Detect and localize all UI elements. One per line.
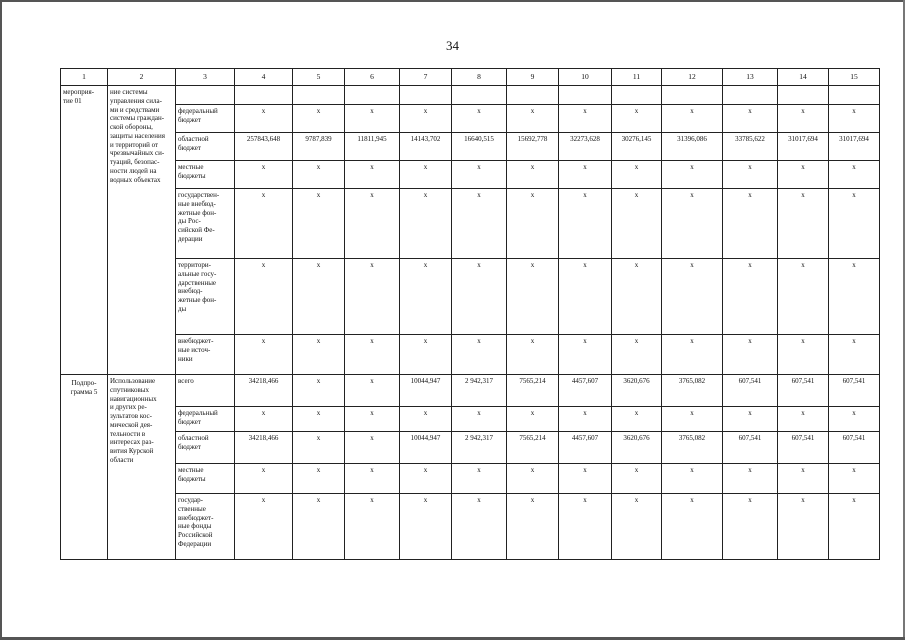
scan-edge-top xyxy=(0,0,905,2)
amount-cell: x xyxy=(507,335,559,375)
table-row xyxy=(61,133,880,161)
amount-cell: x xyxy=(452,189,507,259)
scan-edge-left xyxy=(0,0,2,640)
amount-cell: x xyxy=(235,335,293,375)
amount-cell: 30276,145 xyxy=(612,133,662,161)
amount-cell: x xyxy=(559,407,612,432)
amount-cell: x xyxy=(723,189,778,259)
funding-source-cell: местные бюджеты xyxy=(176,161,235,189)
amount-cell: x xyxy=(662,335,723,375)
column-number-13: 13 xyxy=(723,69,778,86)
amount-cell: x xyxy=(507,259,559,335)
amount-cell: 3765,082 xyxy=(662,375,723,407)
amount-cell: x xyxy=(612,335,662,375)
amount-cell: x xyxy=(400,464,452,494)
table-row xyxy=(61,189,880,259)
amount-cell: 31017,694 xyxy=(829,133,880,161)
amount-cell: x xyxy=(559,189,612,259)
column-number-8: 8 xyxy=(452,69,507,86)
amount-cell: x xyxy=(235,464,293,494)
amount-cell: x xyxy=(452,259,507,335)
amount-cell: 607,541 xyxy=(778,375,829,407)
column-number-10: 10 xyxy=(559,69,612,86)
amount-cell xyxy=(829,86,880,105)
amount-cell: 34218,466 xyxy=(235,432,293,464)
column-number-6: 6 xyxy=(345,69,400,86)
funding-source-cell: государ- ственные внебюджет- ные фонды Российской Федерации xyxy=(176,494,235,560)
amount-cell: 7565,214 xyxy=(507,432,559,464)
amount-cell: x xyxy=(400,335,452,375)
amount-cell: 14143,702 xyxy=(400,133,452,161)
amount-cell: 3620,676 xyxy=(612,375,662,407)
funding-source-cell: федеральный бюджет xyxy=(176,407,235,432)
amount-cell: x xyxy=(829,105,880,133)
table-row xyxy=(61,494,880,560)
amount-cell xyxy=(345,86,400,105)
budget-table xyxy=(60,68,880,560)
amount-cell: x xyxy=(507,464,559,494)
amount-cell: x xyxy=(662,494,723,560)
column-number-11: 11 xyxy=(612,69,662,86)
amount-cell: x xyxy=(293,494,345,560)
amount-cell: x xyxy=(723,161,778,189)
amount-cell: 257843,648 xyxy=(235,133,293,161)
amount-cell: x xyxy=(400,161,452,189)
table-row xyxy=(61,432,880,464)
amount-cell: x xyxy=(345,335,400,375)
amount-cell: x xyxy=(662,464,723,494)
amount-cell: x xyxy=(452,105,507,133)
amount-cell: x xyxy=(829,464,880,494)
amount-cell: x xyxy=(662,407,723,432)
amount-cell: x xyxy=(778,189,829,259)
amount-cell xyxy=(559,86,612,105)
column-number-12: 12 xyxy=(662,69,723,86)
amount-cell: x xyxy=(662,161,723,189)
program-status-cell: мероприя- тие 01 xyxy=(61,86,108,375)
amount-cell: x xyxy=(452,464,507,494)
amount-cell: x xyxy=(235,259,293,335)
budget-table-body xyxy=(61,69,880,560)
table-row xyxy=(61,105,880,133)
funding-source-cell: областной бюджет xyxy=(176,133,235,161)
amount-cell xyxy=(235,86,293,105)
funding-source-cell: территори- альные госу- дарственные внебюд- жетные фон- ды xyxy=(176,259,235,335)
amount-cell: x xyxy=(452,335,507,375)
amount-cell: 7565,214 xyxy=(507,375,559,407)
amount-cell xyxy=(612,86,662,105)
amount-cell: 2 942,317 xyxy=(452,432,507,464)
amount-cell: x xyxy=(293,259,345,335)
amount-cell: 31017,694 xyxy=(778,133,829,161)
amount-cell: 10044,947 xyxy=(400,375,452,407)
amount-cell: 16640,515 xyxy=(452,133,507,161)
program-status-cell: Подпро- грамма 5 xyxy=(61,375,108,560)
amount-cell: x xyxy=(612,259,662,335)
column-number-row xyxy=(61,69,880,86)
amount-cell: x xyxy=(829,161,880,189)
funding-source-cell: всего xyxy=(176,375,235,407)
amount-cell: 607,541 xyxy=(778,432,829,464)
amount-cell: x xyxy=(293,464,345,494)
amount-cell: 34218,466 xyxy=(235,375,293,407)
amount-cell: x xyxy=(612,494,662,560)
amount-cell: x xyxy=(400,494,452,560)
amount-cell: x xyxy=(778,494,829,560)
amount-cell: x xyxy=(235,189,293,259)
amount-cell: x xyxy=(345,105,400,133)
amount-cell: 11811,945 xyxy=(345,133,400,161)
column-number-5: 5 xyxy=(293,69,345,86)
amount-cell: 4457,607 xyxy=(559,432,612,464)
amount-cell: x xyxy=(829,407,880,432)
amount-cell: x xyxy=(829,494,880,560)
amount-cell: x xyxy=(559,105,612,133)
amount-cell: x xyxy=(559,494,612,560)
amount-cell: x xyxy=(559,161,612,189)
table-row xyxy=(61,259,880,335)
program-name-cell: Использование спутниковых навигационных и других ре- зультатов кос- мической дея- тельности в интересах раз- вития Курской области xyxy=(108,375,176,560)
amount-cell: 15692,778 xyxy=(507,133,559,161)
amount-cell: x xyxy=(612,105,662,133)
amount-cell: 607,541 xyxy=(723,432,778,464)
amount-cell xyxy=(400,86,452,105)
amount-cell: x xyxy=(507,189,559,259)
amount-cell: x xyxy=(612,161,662,189)
amount-cell: x xyxy=(612,189,662,259)
table-row xyxy=(61,335,880,375)
amount-cell: x xyxy=(235,161,293,189)
column-number-15: 15 xyxy=(829,69,880,86)
amount-cell: x xyxy=(345,407,400,432)
amount-cell: x xyxy=(723,259,778,335)
amount-cell: x xyxy=(293,335,345,375)
amount-cell: x xyxy=(662,259,723,335)
amount-cell: x xyxy=(400,189,452,259)
column-number-4: 4 xyxy=(235,69,293,86)
funding-source-cell: федеральный бюджет xyxy=(176,105,235,133)
amount-cell: x xyxy=(235,494,293,560)
table-row xyxy=(61,161,880,189)
amount-cell: x xyxy=(612,464,662,494)
amount-cell: 9787,839 xyxy=(293,133,345,161)
amount-cell: x xyxy=(345,494,400,560)
amount-cell: x xyxy=(345,375,400,407)
amount-cell: x xyxy=(778,335,829,375)
table-row xyxy=(61,407,880,432)
amount-cell: 10044,947 xyxy=(400,432,452,464)
amount-cell: x xyxy=(345,189,400,259)
table-row xyxy=(61,464,880,494)
amount-cell: x xyxy=(662,189,723,259)
amount-cell xyxy=(723,86,778,105)
amount-cell: 607,541 xyxy=(829,375,880,407)
amount-cell xyxy=(452,86,507,105)
column-number-3: 3 xyxy=(176,69,235,86)
amount-cell: x xyxy=(507,105,559,133)
amount-cell xyxy=(507,86,559,105)
amount-cell: 31396,086 xyxy=(662,133,723,161)
amount-cell: x xyxy=(345,464,400,494)
amount-cell: 3765,082 xyxy=(662,432,723,464)
program-name-cell: ние системы управления сила- ми и средствами системы граждан- ской обороны, защиты населения и территорий от чрезвычайных си- туаций, безопас- ности людей на водных объектах xyxy=(108,86,176,375)
amount-cell: x xyxy=(723,464,778,494)
table-row xyxy=(61,86,880,105)
amount-cell: 607,541 xyxy=(723,375,778,407)
amount-cell xyxy=(778,86,829,105)
amount-cell: x xyxy=(345,161,400,189)
amount-cell: 2 942,317 xyxy=(452,375,507,407)
column-number-9: 9 xyxy=(507,69,559,86)
amount-cell: x xyxy=(778,464,829,494)
amount-cell: x xyxy=(778,105,829,133)
amount-cell: 33785,622 xyxy=(723,133,778,161)
amount-cell: x xyxy=(829,189,880,259)
amount-cell: x xyxy=(723,335,778,375)
table-row xyxy=(61,375,880,407)
amount-cell: x xyxy=(452,161,507,189)
amount-cell: x xyxy=(293,161,345,189)
funding-source-cell: областной бюджет xyxy=(176,432,235,464)
funding-source-cell: внебюджет- ные источ- ники xyxy=(176,335,235,375)
amount-cell: x xyxy=(345,259,400,335)
amount-cell: x xyxy=(293,432,345,464)
amount-cell: 3620,676 xyxy=(612,432,662,464)
amount-cell: x xyxy=(723,407,778,432)
amount-cell: x xyxy=(235,407,293,432)
amount-cell: x xyxy=(235,105,293,133)
amount-cell: x xyxy=(723,494,778,560)
amount-cell: 4457,607 xyxy=(559,375,612,407)
amount-cell: x xyxy=(723,105,778,133)
amount-cell: x xyxy=(778,161,829,189)
amount-cell: x xyxy=(293,407,345,432)
column-number-1: 1 xyxy=(61,69,108,86)
amount-cell: 607,541 xyxy=(829,432,880,464)
amount-cell: x xyxy=(400,105,452,133)
amount-cell: x xyxy=(400,259,452,335)
amount-cell: 32273,628 xyxy=(559,133,612,161)
amount-cell: x xyxy=(452,494,507,560)
column-number-2: 2 xyxy=(108,69,176,86)
amount-cell: x xyxy=(829,335,880,375)
amount-cell xyxy=(293,86,345,105)
funding-source-cell xyxy=(176,86,235,105)
amount-cell: x xyxy=(612,407,662,432)
amount-cell: x xyxy=(662,105,723,133)
funding-source-cell: государствен- ные внебюд- жетные фон- ды Рос- сийской Фе- дерации xyxy=(176,189,235,259)
amount-cell: x xyxy=(293,189,345,259)
amount-cell: x xyxy=(345,432,400,464)
amount-cell: x xyxy=(559,259,612,335)
amount-cell: x xyxy=(293,375,345,407)
amount-cell: x xyxy=(829,259,880,335)
amount-cell: x xyxy=(400,407,452,432)
amount-cell: x xyxy=(778,407,829,432)
column-number-14: 14 xyxy=(778,69,829,86)
amount-cell: x xyxy=(559,335,612,375)
amount-cell: x xyxy=(507,494,559,560)
amount-cell xyxy=(662,86,723,105)
funding-source-cell: местные бюджеты xyxy=(176,464,235,494)
page-number: 34 xyxy=(446,38,459,53)
amount-cell: x xyxy=(452,407,507,432)
column-number-7: 7 xyxy=(400,69,452,86)
amount-cell: x xyxy=(507,161,559,189)
amount-cell: x xyxy=(293,105,345,133)
amount-cell: x xyxy=(507,407,559,432)
amount-cell: x xyxy=(559,464,612,494)
amount-cell: x xyxy=(778,259,829,335)
